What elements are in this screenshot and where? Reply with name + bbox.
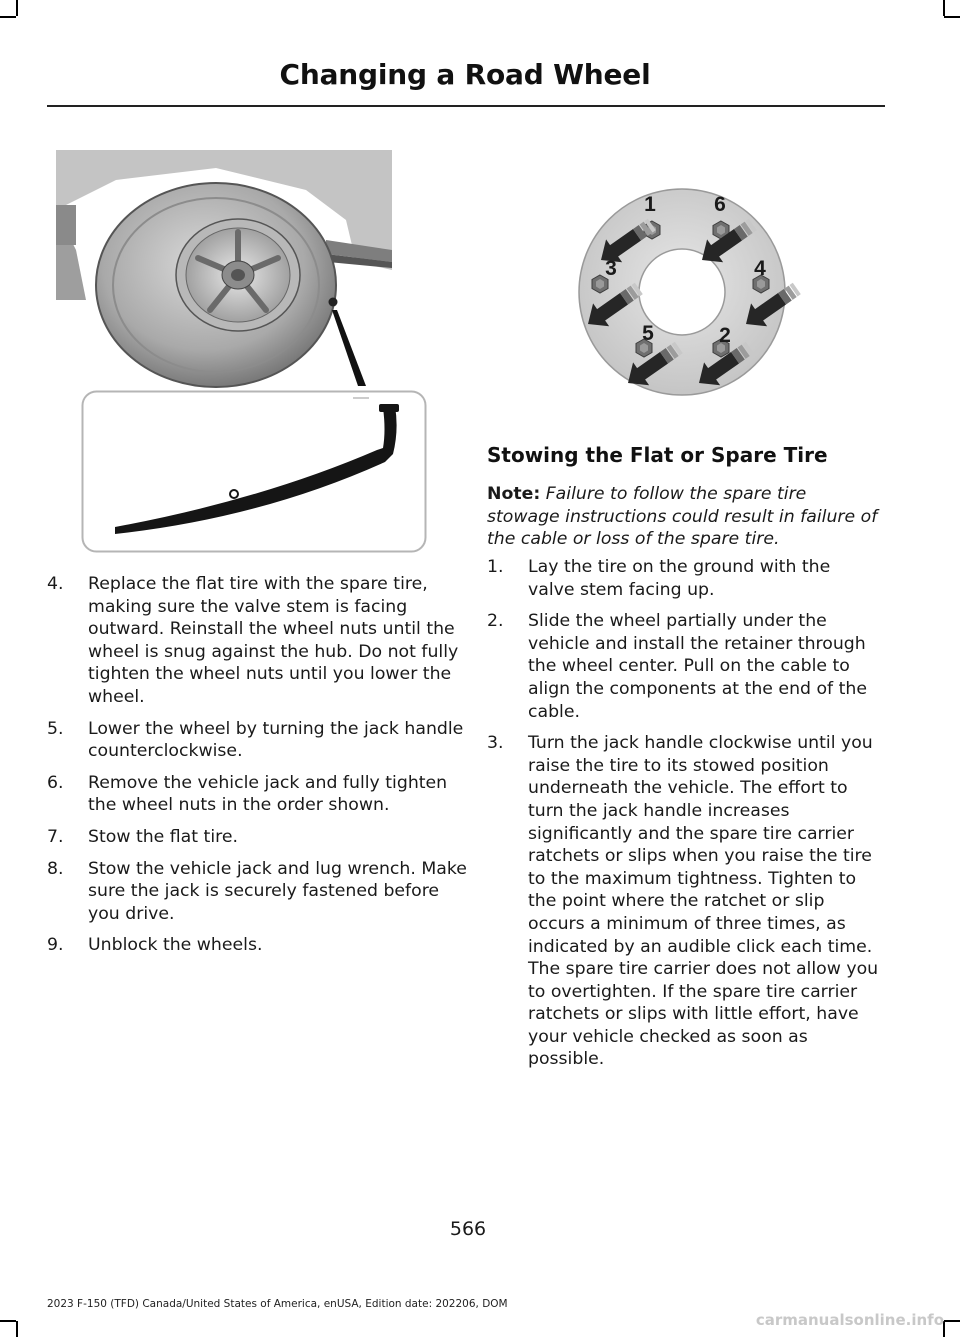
lug-sequence-label: 4 xyxy=(754,257,766,280)
step-number: 3. xyxy=(487,733,504,754)
lug-sequence-label: 2 xyxy=(719,324,731,347)
crop-mark xyxy=(944,1320,960,1322)
list-item xyxy=(47,858,469,926)
note-text: Failure to follow the spare tire stowage instructions could result in failure of the cable or loss of the spare tire. xyxy=(487,484,878,550)
step-number: 1. xyxy=(487,557,504,577)
note-paragraph xyxy=(487,483,882,551)
list-item xyxy=(47,934,469,957)
step-text: Unblock the wheels. xyxy=(88,935,263,956)
step-number: 8. xyxy=(47,858,64,879)
list-item xyxy=(47,718,469,763)
step-number: 2. xyxy=(487,611,504,632)
tire-change-steps xyxy=(47,573,469,966)
stowing-steps xyxy=(487,556,882,1080)
spare-tire-illustration xyxy=(56,150,396,390)
lug-sequence-label: 6 xyxy=(714,193,726,216)
step-text: Lower the wheel by turning the jack handle counterclockwise. xyxy=(88,718,464,762)
crop-mark xyxy=(16,1321,18,1337)
lug-sequence-label: 5 xyxy=(642,322,654,345)
step-text: Replace the flat tire with the spare tire, making sure the valve stem is facing outward. Reinstall the wheel nuts until the wheel is snug against the hub. Do not fully tighten the wheel nuts until you lower the wheel. xyxy=(88,574,459,707)
step-number: 7. xyxy=(47,826,64,847)
watermark: carmanualsonline.info xyxy=(755,1311,944,1329)
list-item xyxy=(487,610,882,723)
step-text: Remove the vehicle jack and fully tighten the wheel nuts in the order shown. xyxy=(88,772,448,816)
crop-mark xyxy=(943,0,945,16)
lug-sequence-label: 1 xyxy=(644,193,656,216)
page-title: Changing a Road Wheel xyxy=(279,58,651,91)
step-number: 6. xyxy=(47,772,64,793)
step-text: Stow the vehicle jack and lug wrench. Make sure the jack is securely fastened before you drive. xyxy=(88,858,467,924)
step-text: Slide the wheel partially under the vehicle and install the retainer through the wheel center. Pull on the cable to align the components at the end of the cable. xyxy=(528,611,867,722)
crop-mark xyxy=(16,0,18,16)
step-number: 9. xyxy=(47,935,64,956)
step-number: 4. xyxy=(47,574,64,594)
step-text: Stow the flat tire. xyxy=(88,826,238,847)
crop-mark xyxy=(0,16,16,18)
step-number: 5. xyxy=(47,718,64,739)
title-divider xyxy=(47,105,885,107)
list-item xyxy=(487,732,882,1071)
list-item xyxy=(487,556,882,601)
list-item xyxy=(47,826,469,849)
note-label: Note: xyxy=(487,484,541,504)
footer-edition-text: 2023 F-150 (TFD) Canada/United States of America, enUSA, Edition date: 202206, DOM xyxy=(47,1298,508,1310)
lug-wrench-illustration xyxy=(81,390,427,553)
lug-nut-tightening-sequence-diagram xyxy=(556,178,808,400)
page-number: 566 xyxy=(449,1218,487,1240)
list-item xyxy=(47,772,469,817)
crop-mark xyxy=(0,1320,16,1322)
list-item xyxy=(47,573,469,709)
step-text: Turn the jack handle clockwise until you raise the tire to its stowed position underneath the vehicle. The effort to turn the jack handle increases significantly and the spare tire carrier ratchets or slips when you raise the tire to the maximum tightness. Tighten to the point where the ratchet or slip occurs a minimum of three times, as indicated by an audible click each time. The spare tire carrier does not allow you to overtighten. If the spare tire carrier ratchets or slips with little effort, have your vehicle checked as soon as possible. xyxy=(528,733,879,1070)
section-heading: Stowing the Flat or Spare Tire xyxy=(487,443,828,467)
step-text: Lay the tire on the ground with the valve stem facing up. xyxy=(528,557,831,600)
crop-mark xyxy=(944,16,960,18)
lug-sequence-label: 3 xyxy=(605,257,617,280)
